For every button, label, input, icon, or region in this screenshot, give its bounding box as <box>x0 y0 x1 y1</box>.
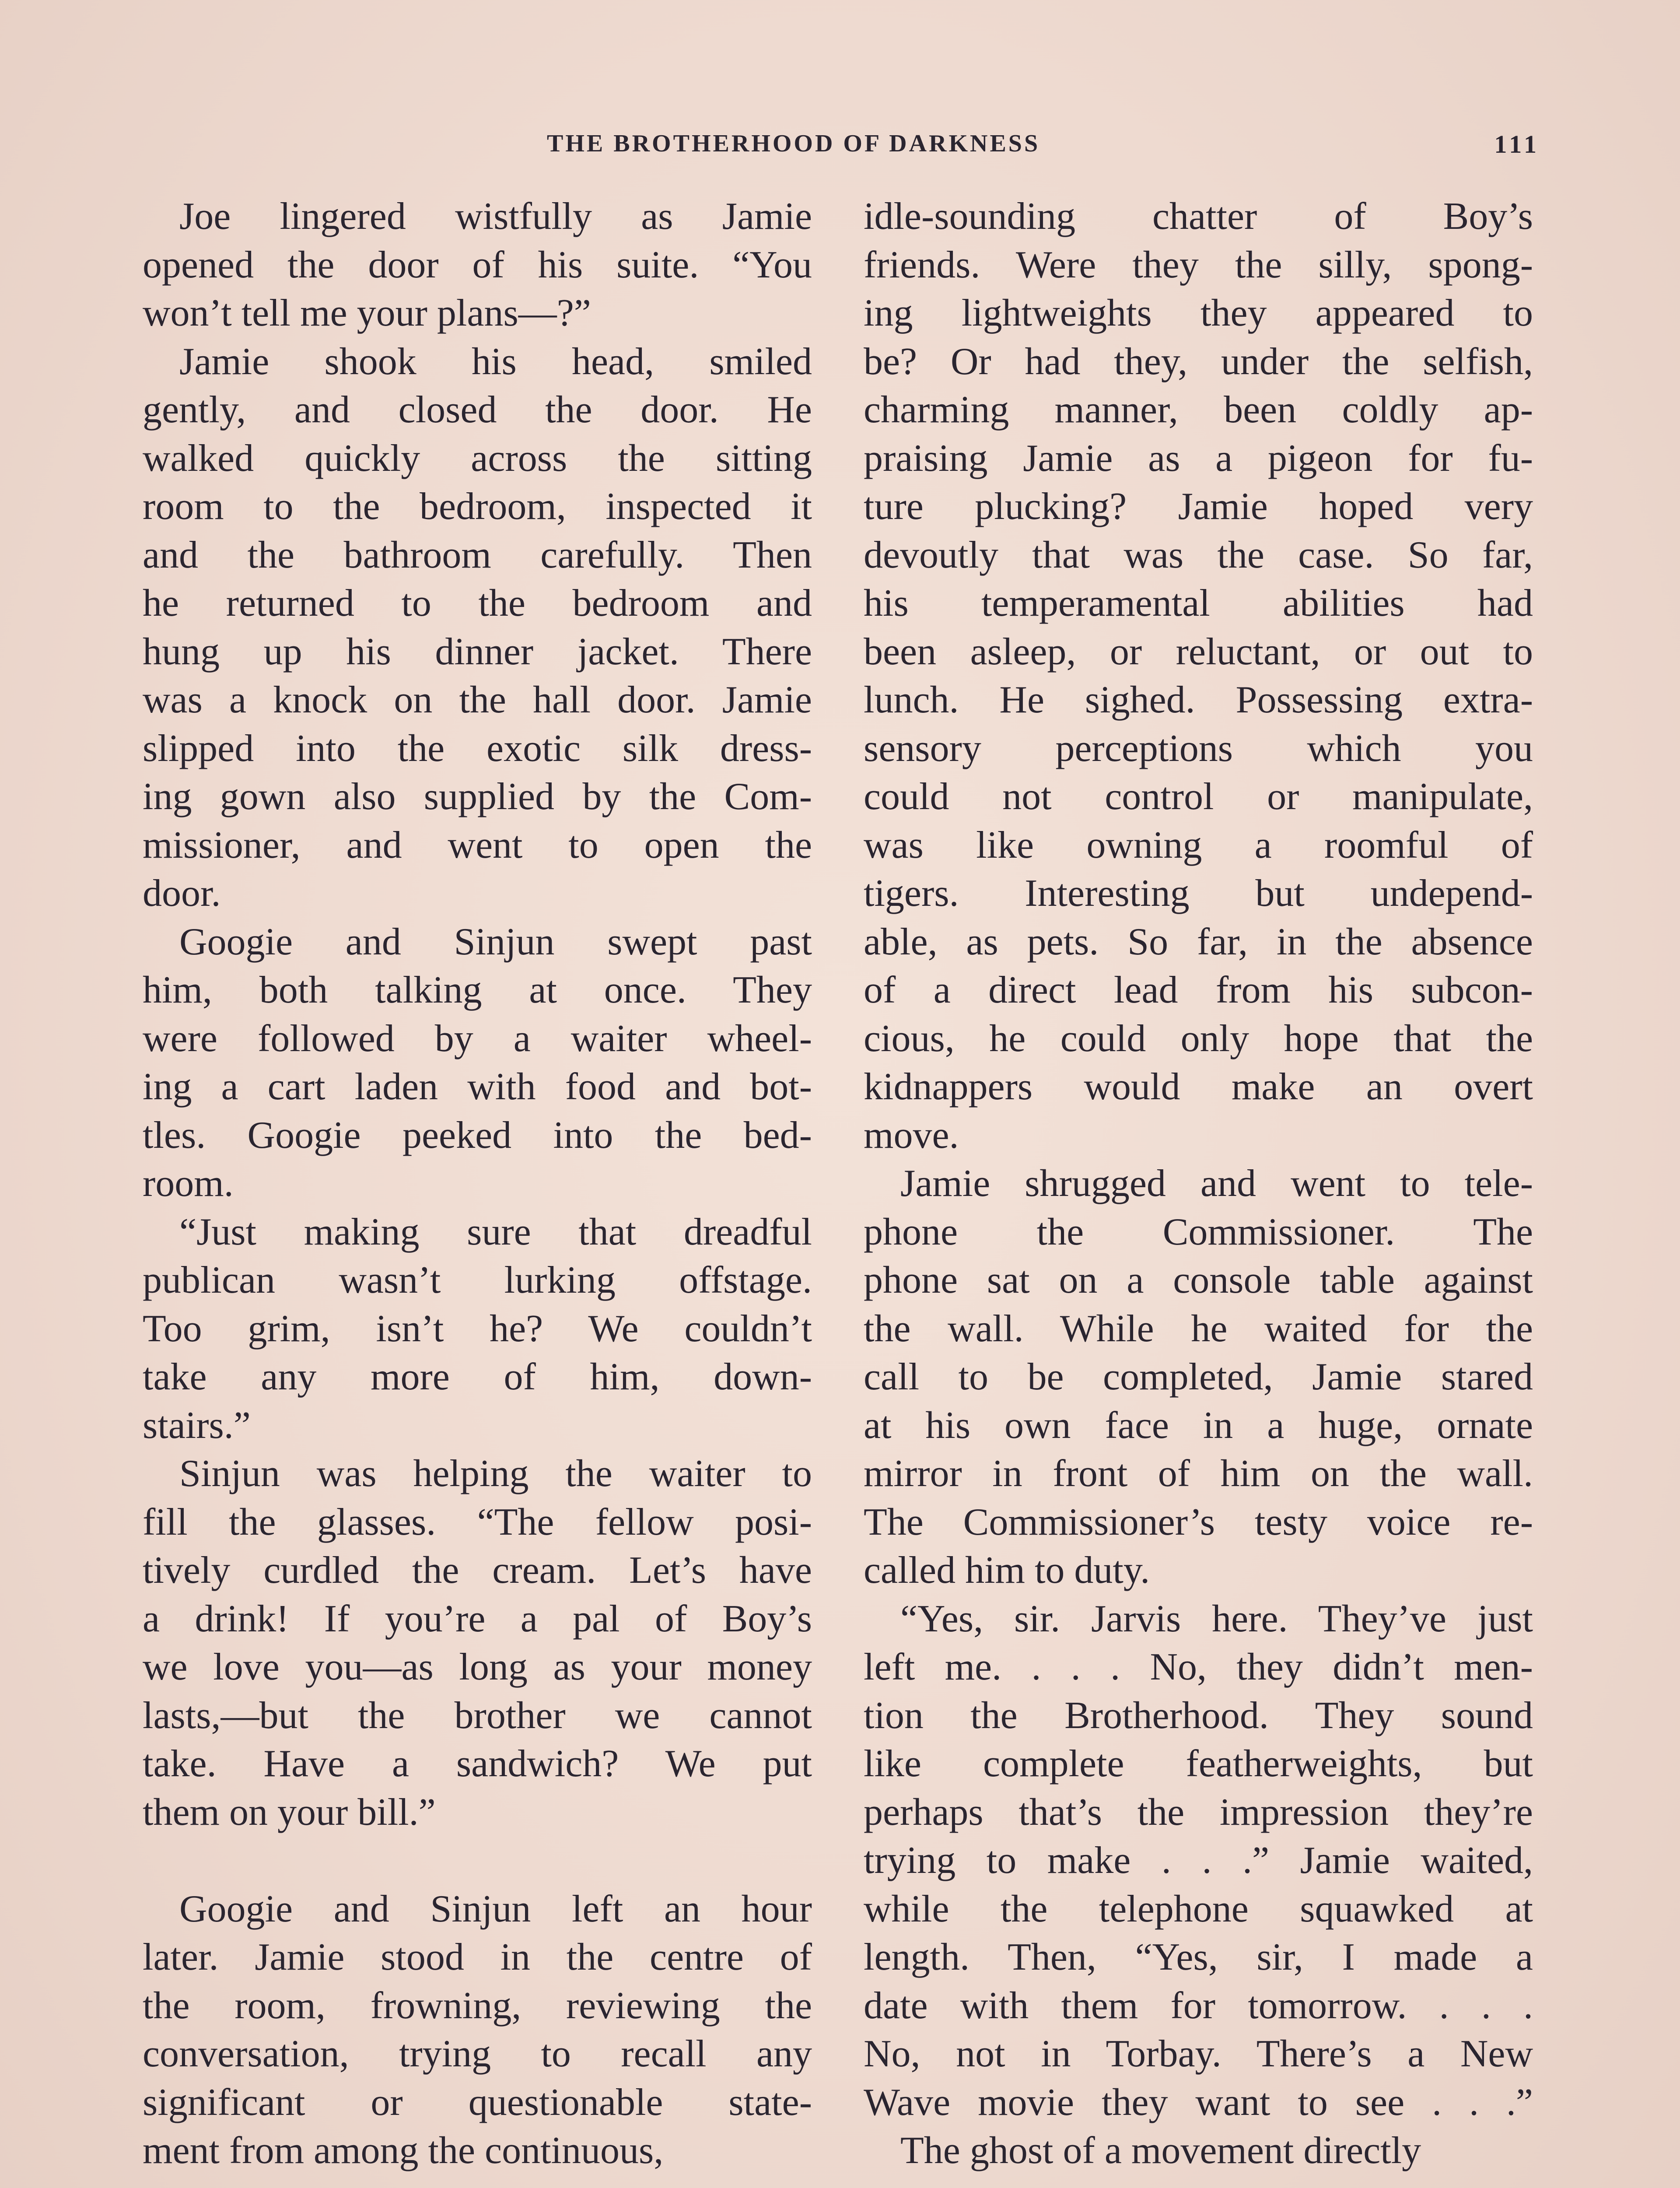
text-line: the wall. While he waited for the <box>864 1307 1533 1350</box>
text-line: at his own face in a huge, ornate <box>864 1404 1533 1447</box>
text-line: lunch. He sighed. Possessing extra- <box>864 679 1533 721</box>
text-line: be? Or had they, under the selfish, <box>864 340 1533 383</box>
text-line: room. <box>143 1162 234 1205</box>
text-line: hung up his dinner jacket. There <box>143 630 812 673</box>
text-line: a drink! If you’re a pal of Boy’s <box>143 1597 812 1640</box>
text-line: cious, he could only hope that the <box>864 1017 1533 1060</box>
text-line: room to the bedroom, inspected it <box>143 485 812 528</box>
text-line: perhaps that’s the impression they’re <box>864 1791 1533 1834</box>
text-line: like complete featherweights, but <box>864 1743 1533 1785</box>
left-text-column <box>143 193 812 2175</box>
text-line: tion the Brotherhood. They sound <box>864 1694 1533 1737</box>
text-line: and the bathroom carefully. Then <box>143 533 812 576</box>
text-line: later. Jamie stood in the centre of <box>143 1936 812 1978</box>
text-line: Googie and Sinjun left an hour <box>179 1887 812 1930</box>
text-line: sensory perceptions which you <box>864 727 1533 770</box>
text-line: praising Jamie as a pigeon for fu- <box>864 437 1533 480</box>
text-line: walked quickly across the sitting <box>143 437 812 480</box>
text-line: been asleep, or reluctant, or out to <box>864 630 1533 673</box>
text-line: friends. Were they the silly, spong- <box>864 243 1533 286</box>
text-line: missioner, and went to open the <box>143 824 812 866</box>
text-line: Joe lingered wistfully as Jamie <box>179 195 812 238</box>
text-line: idle-sounding chatter of Boy’s <box>864 195 1533 238</box>
text-line: The Commissioner’s testy voice re- <box>864 1501 1533 1543</box>
text-line: slipped into the exotic silk dress- <box>143 727 812 770</box>
page-number: 111 <box>1494 130 1540 158</box>
text-line: “Just making sure that dreadful <box>179 1210 812 1253</box>
text-line: trying to make . . .” Jamie waited, <box>864 1839 1533 1882</box>
text-line: take. Have a sandwich? We put <box>143 1743 812 1785</box>
text-line: he returned to the bedroom and <box>143 582 812 624</box>
text-line: lasts,—but the brother we cannot <box>143 1694 812 1737</box>
text-line: them on your bill.” <box>143 1791 436 1834</box>
text-line: Jamie shrugged and went to tele- <box>900 1162 1533 1205</box>
text-line: called him to duty. <box>864 1549 1150 1592</box>
text-line: phone the Commissioner. The <box>864 1210 1533 1253</box>
text-line: Jamie shook his head, smiled <box>179 340 812 383</box>
text-line: Googie and Sinjun swept past <box>179 920 812 963</box>
text-line: Sinjun was helping the waiter to <box>179 1452 812 1495</box>
text-line: tively curdled the cream. Let’s have <box>143 1549 812 1592</box>
text-line: Too grim, isn’t he? We couldn’t <box>143 1307 812 1350</box>
text-line: we love you—as long as your money <box>143 1646 812 1688</box>
text-line: conversation, trying to recall any <box>143 2033 812 2075</box>
text-line: kidnappers would make an overt <box>864 1066 1533 1108</box>
text-line: could not control or manipulate, <box>864 775 1533 818</box>
text-line: phone sat on a console table against <box>864 1259 1533 1301</box>
text-line: ing gown also supplied by the Com- <box>143 775 812 818</box>
text-line: publican wasn’t lurking offstage. <box>143 1259 812 1301</box>
text-line: was a knock on the hall door. Jamie <box>143 679 812 721</box>
text-line: him, both talking at once. They <box>143 969 812 1011</box>
text-line <box>143 1837 812 1885</box>
text-line: significant or questionable state- <box>143 2081 812 2124</box>
text-line: mirror in front of him on the wall. <box>864 1452 1533 1495</box>
right-text-column <box>864 193 1533 2175</box>
text-line: was like owning a roomful of <box>864 824 1533 866</box>
text-line: The ghost of a movement directly <box>900 2129 1421 2172</box>
text-line: tles. Googie peeked into the bed- <box>143 1114 812 1157</box>
page-header <box>140 130 1540 165</box>
text-line: fill the glasses. “The fellow posi- <box>143 1501 812 1543</box>
text-line: the room, frowning, reviewing the <box>143 1984 812 2027</box>
text-line: move. <box>864 1114 959 1157</box>
text-line: tigers. Interesting but undepend- <box>864 872 1533 915</box>
text-line: ing lightweights they appeared to <box>864 292 1533 334</box>
text-line: able, as pets. So far, in the absence <box>864 920 1533 963</box>
text-line: Wave movie they want to see . . .” <box>864 2081 1533 2124</box>
text-line: stairs.” <box>143 1404 251 1447</box>
text-line: opened the door of his suite. “You <box>143 243 812 286</box>
text-line: devoutly that was the case. So far, <box>864 533 1533 576</box>
text-line: were followed by a waiter wheel- <box>143 1017 812 1060</box>
text-line: date with them for tomorrow. . . . <box>864 1984 1533 2027</box>
text-line: “Yes, sir. Jarvis here. They’ve just <box>900 1597 1533 1640</box>
text-line: ture plucking? Jamie hoped very <box>864 485 1533 528</box>
text-line: ment from among the continuous, <box>143 2129 664 2172</box>
text-line: No, not in Torbay. There’s a New <box>864 2033 1533 2075</box>
text-line: of a direct lead from his subcon- <box>864 969 1533 1011</box>
text-line: call to be completed, Jamie stared <box>864 1356 1533 1398</box>
running-title: THE BROTHERHOOD OF DARKNESS <box>547 130 1040 157</box>
text-line: length. Then, “Yes, sir, I made a <box>864 1936 1533 1978</box>
text-line: take any more of him, down- <box>143 1356 812 1398</box>
text-line: won’t tell me your plans—?” <box>143 292 591 334</box>
text-line: left me. . . . No, they didn’t men- <box>864 1646 1533 1688</box>
text-line: his temperamental abilities had <box>864 582 1533 624</box>
text-line: charming manner, been coldly ap- <box>864 389 1533 431</box>
text-line: door. <box>143 872 221 915</box>
text-line: ing a cart laden with food and bot- <box>143 1066 812 1108</box>
text-line: while the telephone squawked at <box>864 1887 1533 1930</box>
text-line: gently, and closed the door. He <box>143 389 812 431</box>
